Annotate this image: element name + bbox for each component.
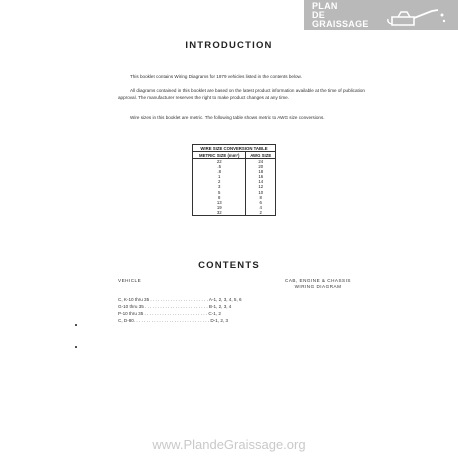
logo-line-3: GRAISSAGE — [312, 19, 369, 29]
awg-cell: 10 — [246, 190, 276, 195]
metric-cell: .5 — [193, 164, 246, 169]
margin-dot — [75, 346, 77, 348]
metric-cell: .8 — [193, 169, 246, 174]
logo-line-2: DE — [312, 10, 326, 20]
contents-row: P-10 thru 35 . . . . . . . . . . . . . . . . . . . . . . . . . C-1, 2 — [118, 311, 221, 316]
contents-title: CONTENTS — [198, 260, 260, 271]
contents-row: G-10 thru 35 . . . . . . . . . . . . . . . . . . . . . . . . . B-1, 2, 3, 4 — [118, 304, 232, 309]
diagram-column-header — [268, 278, 368, 290]
vehicle-column-header: VEHICLE — [118, 278, 142, 283]
awg-cell: 16 — [246, 174, 276, 179]
awg-cell: 12 — [246, 184, 276, 189]
awg-cell: 20 — [246, 164, 276, 169]
contents-row: C, D-80. . . . . . . . . . . . . . . . . . . . . . . . . . . . . . D-1, 2, 3 — [118, 318, 229, 323]
awg-cell: 18 — [246, 169, 276, 174]
introduction-title: INTRODUCTION — [185, 40, 273, 51]
contents-row: C, K-10 thru 35 . . . . . . . . . . . . . . . . . . . . . . . A-1, 2, 3, 4, 5, 6 — [118, 297, 242, 302]
awg-cell: 2 — [246, 210, 276, 216]
footer-url[interactable]: www.PlandeGraissage.org — [152, 437, 306, 452]
metric-cell: 19 — [193, 205, 246, 210]
intro-paragraph-2: All diagrams contained in this booklet are based on the latest product information available at the time of publication approval. The manufacturer reserves the right to make product changes at any time. — [118, 88, 365, 100]
table-row — [193, 210, 276, 216]
wire-size-conversion-table — [192, 144, 276, 216]
awg-cell: 6 — [246, 200, 276, 205]
metric-cell: 1 — [193, 174, 246, 179]
awg-cell: 8 — [246, 195, 276, 200]
metric-cell: 22 — [193, 159, 246, 165]
logo-text — [312, 2, 369, 29]
metric-cell: 5 — [193, 190, 246, 195]
metric-cell: 3 — [193, 184, 246, 189]
logo-line-1: PLAN — [312, 1, 338, 11]
intro-paragraph-1: This booklet contains Wiring Diagrams for 1979 vehicles listed in the contents below. — [130, 74, 302, 79]
diagram-header-line-2: WIRING DIAGRAM — [294, 284, 342, 289]
column-header-metric: METRIC SIZE (mm²) — [193, 152, 246, 159]
table-caption: WIRE SIZE CONVERSION TABLE — [193, 145, 276, 152]
metric-cell: 13 — [193, 200, 246, 205]
awg-cell: 4 — [246, 205, 276, 210]
oil-can-icon — [386, 3, 452, 27]
column-header-awg: AWG SIZE — [246, 152, 276, 159]
awg-cell: 24 — [246, 159, 276, 165]
metric-cell: 32 — [193, 210, 246, 216]
site-logo — [304, 0, 458, 30]
margin-dot — [75, 324, 77, 326]
intro-paragraph-3: Wire sizes in this booklet are metric. The following table shows metric to AWG size conversions. — [130, 115, 325, 120]
metric-cell: 8 — [193, 195, 246, 200]
awg-cell: 14 — [246, 179, 276, 184]
diagram-header-line-1: CAB, ENGINE & CHASSIS — [285, 278, 351, 283]
metric-cell: 2 — [193, 179, 246, 184]
